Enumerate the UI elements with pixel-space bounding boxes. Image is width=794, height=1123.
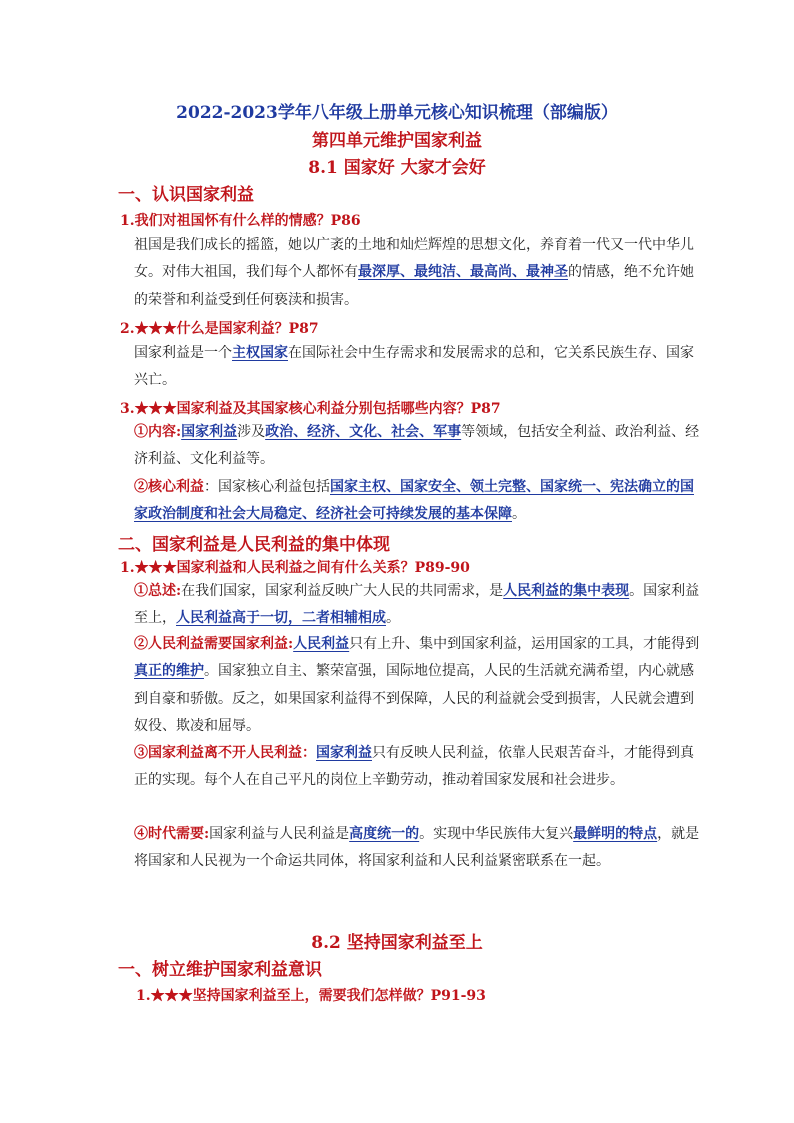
key-phrase: 国家利益: [181, 424, 238, 440]
document-title: 2022-2023学年八年级上册单元核心知识梳理（部编版）: [176, 103, 618, 123]
key-phrase: 最鲜明的特点: [573, 826, 658, 842]
question: 1.★★★国家利益和人民利益之间有什么关系？P89-90: [120, 560, 470, 576]
key-phrase: 人民利益高于一切，二者相辅相成: [176, 610, 386, 627]
answer-paragraph: ③国家利益离不开人民利益：国家利益只有反映人民利益，依靠人民艰苦奋斗，才能得到真正的实现。每个人在自己平凡的岗位上辛勤劳动，推动着国家发展和社会进步。: [134, 745, 694, 789]
key-phrase: 最深厚、最纯洁、最高尚、最神圣: [358, 264, 568, 281]
key-phrase: 国家主权、国家安全、领土完整、国家统一、宪法确立的国家政治制度和社会大局稳定、经济社会可持续发展的基本保障: [134, 479, 694, 523]
question: 3.★★★国家利益及其国家核心利益分别包括哪些内容？P87: [120, 401, 501, 417]
answer-paragraph: ①内容:国家利益涉及政治、经济、文化、社会、军事等领域，包括安全利益、政治利益、经济利益、文化利益等。: [134, 424, 700, 468]
key-phrase: 人民利益: [293, 636, 350, 652]
key-phrase: 真正的维护: [134, 663, 204, 680]
question: 2.★★★什么是国家利益？P87: [120, 321, 319, 337]
question: 1.我们对祖国怀有什么样的情感？P86: [120, 213, 361, 229]
answer-paragraph: ④时代需要:国家利益与人民利益是高度统一的。实现中华民族伟大复兴最鲜明的特点，就是将国家和人民视为一个命运共同体，将国家利益和人民利益紧密联系在一起。: [134, 826, 700, 870]
answer-paragraph: ①总述:在我们国家，国家利益反映广大人民的共同需求，是人民利益的集中表现。国家利益至上，人民利益高于一切，二者相辅相成。: [134, 583, 700, 627]
section-heading: 一、树立维护国家利益意识: [118, 960, 322, 980]
unit-title: 第四单元维护国家利益: [312, 131, 482, 151]
answer-paragraph: 祖国是我们成长的摇篮，她以广袤的土地和灿烂辉煌的思想文化，养育着一代又一代中华儿女。对伟大祖国，我们每个人都怀有最深厚、最纯洁、最高尚、最神圣的情感，绝不允许她的荣誉和利益受到任何亵渎和损害。: [134, 237, 694, 308]
lesson-title: 8.1 国家好 大家才会好: [308, 158, 486, 178]
section-heading: 一、认识国家利益: [118, 185, 254, 205]
section-heading: 二、国家利益是人民利益的集中体现: [118, 535, 390, 555]
key-phrase: 政治、经济、文化、社会、军事: [265, 424, 462, 440]
answer-paragraph: 国家利益是一个主权国家在国际社会中生存需求和发展需求的总和，它关系民族生存、国家兴亡。: [134, 345, 694, 389]
key-phrase: 人民利益的集中表现: [503, 583, 630, 599]
answer-paragraph: ②核心利益：国家核心利益包括国家主权、国家安全、领土完整、国家统一、宪法确立的国家政治制度和社会大局稳定、经济社会可持续发展的基本保障。: [134, 479, 694, 523]
question: 1.★★★坚持国家利益至上，需要我们怎样做？P91-93: [136, 988, 486, 1004]
answer-paragraph: ②人民利益需要国家利益:人民利益只有上升、集中到国家利益，运用国家的工具，才能得到真正的维护。国家独立自主、繁荣富强，国际地位提高，人民的生活就充满希望，内心就感到自豪和骄傲。反之，如果国家利益得不到保障，人民的利益就会受到损害，人民就会遭到奴役、欺凌和屈辱。: [134, 636, 700, 734]
key-phrase: 主权国家: [232, 345, 288, 361]
key-phrase: 国家利益: [316, 745, 372, 761]
key-phrase: 高度统一的: [349, 826, 420, 842]
lesson-title: 8.2 坚持国家利益至上: [311, 933, 483, 953]
